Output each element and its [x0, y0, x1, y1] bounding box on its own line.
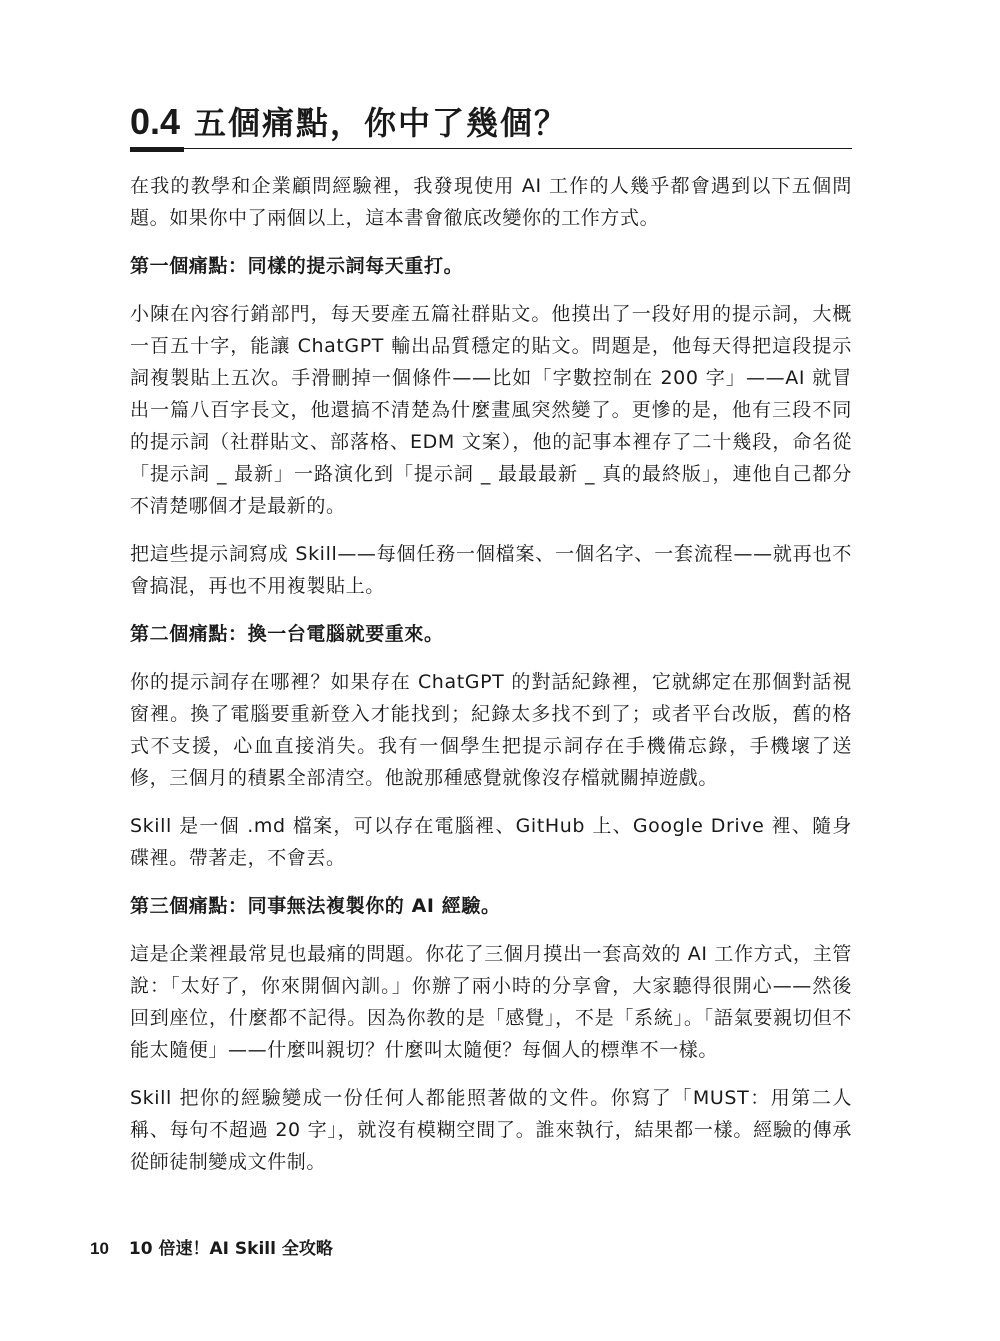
- page-footer: [90, 1236, 333, 1262]
- pain-point-3-story: 這是企業裡最常見也最痛的問題。你花了三個月摸出一套高效的 AI 工作方式，主管說：「太好了，你來開個內訓。」你辦了兩小時的分享會，大家聽得很開心——然後回到座位，什麼都不記得。因為你教的是「感覺」，不是「系統」。「語氣要親切但不能太隨便」——什麼叫親切？什麼叫太隨便？每個人的標準不一樣。: [130, 943, 852, 1061]
- intro-paragraph: 在我的教學和企業顧問經驗裡，我發現使用 AI 工作的人幾乎都會遇到以下五個問題。如果你中了兩個以上，這本書會徹底改變你的工作方式。: [130, 175, 852, 229]
- heading-underline: [130, 148, 852, 149]
- section-number: 0.4: [130, 101, 181, 142]
- pain-point-1-solution: 把這些提示詞寫成 Skill——每個任務一個檔案、一個名字、一套流程——就再也不會搞混，再也不用複製貼上。: [130, 543, 852, 597]
- section-title: 五個痛點，你中了幾個？: [194, 104, 569, 142]
- pain-point-3-solution: Skill 把你的經驗變成一份任何人都能照著做的文件。你寫了「MUST：用第二人稱、每句不超過 20 字」，就沒有模糊空間了。誰來執行，結果都一樣。經驗的傳承從師徒制變成文件制。: [130, 1087, 852, 1173]
- pain-point-2-heading: 第二個痛點：換一台電腦就要重來。: [130, 623, 444, 645]
- page-number: 10: [90, 1239, 109, 1258]
- heading-underline-accent: [130, 147, 184, 152]
- pain-point-2-story: 你的提示詞存在哪裡？如果存在 ChatGPT 的對話紀錄裡，它就綁定在那個對話視窗裡。換了電腦要重新登入才能找到；紀錄太多找不到了；或者平台改版，舊的格式不支援，心血直接消失。我有一個學生把提示詞存在手機備忘錄，手機壞了送修，三個月的積累全部清空。他說那種感覺就像沒存檔就關掉遊戲。: [130, 671, 852, 789]
- pain-point-2-solution: Skill 是一個 .md 檔案，可以存在電腦裡、GitHub 上、Google Drive 裡、隨身碟裡。帶著走，不會丟。: [130, 815, 852, 869]
- body-text: [130, 170, 852, 1194]
- pain-point-1-story: 小陳在內容行銷部門，每天要產五篇社群貼文。他摸出了一段好用的提示詞，大概一百五十字，能讓 ChatGPT 輸出品質穩定的貼文。問題是，他每天得把這段提示詞複製貼上五次。手滑刪掉一個條件——比如「字數控制在 200 字」——AI 就冒出一篇八百字長文，他還搞不清楚為什麼畫風突然變了。更慘的是，他有三段不同的提示詞（社群貼文、部落格、EDM 文案），他的記事本裡存了二十幾段，命名從「提示詞 _ 最新」一路演化到「提示詞 _ 最最最新 _ 真的最終版」，連他自己都分不清楚哪個才是最新的。: [130, 303, 852, 517]
- pain-point-1-heading: 第一個痛點：同樣的提示詞每天重打。: [130, 255, 464, 277]
- pain-point-3-heading: 第三個痛點：同事無法複製你的 AI 經驗。: [130, 895, 501, 917]
- running-title: 10 倍速！AI Skill 全攻略: [128, 1239, 333, 1259]
- section-heading: [130, 96, 852, 148]
